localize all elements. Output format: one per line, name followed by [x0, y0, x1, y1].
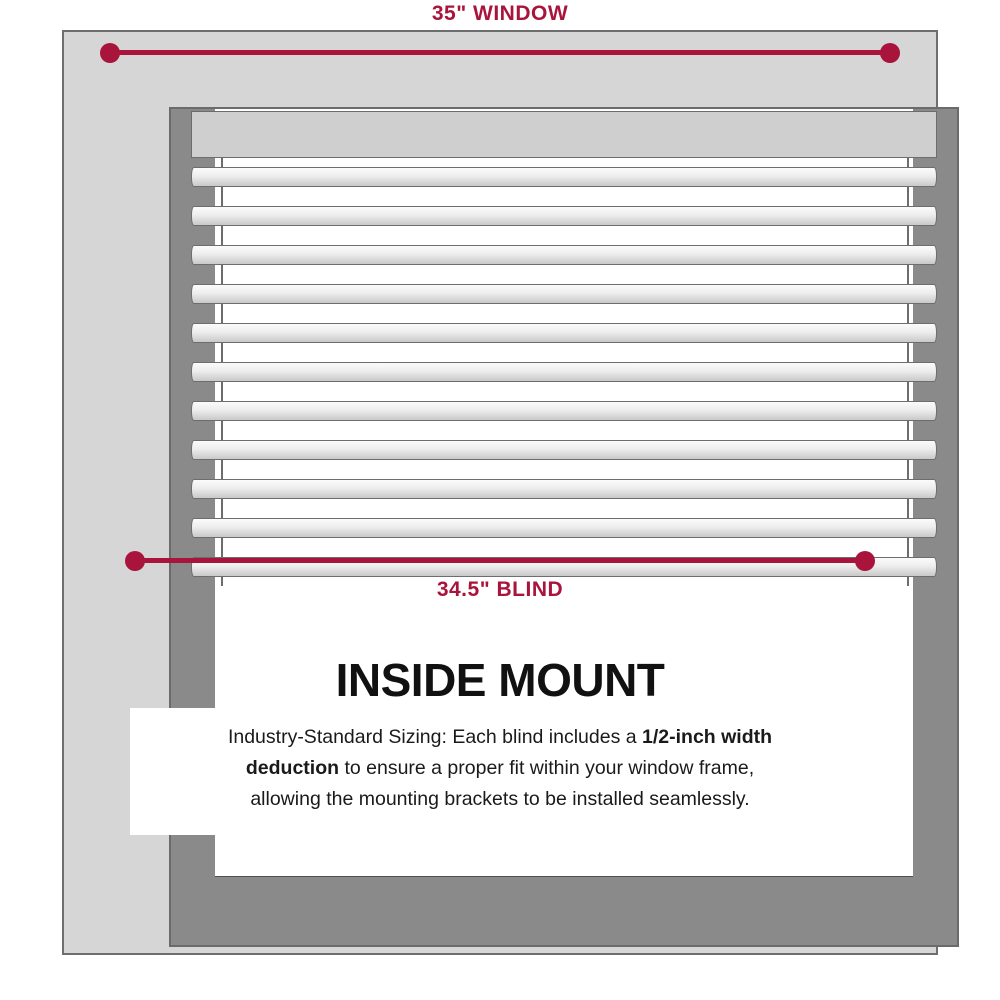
sizing-note-line-2 [152, 753, 848, 784]
window-sill-miter-left [171, 877, 215, 945]
sizing-note-line-1 [152, 722, 848, 753]
blind-slat [191, 518, 937, 538]
sizing-note [130, 708, 870, 835]
blind-slat [191, 167, 937, 187]
window-sill [171, 877, 957, 945]
window-blind [191, 111, 937, 586]
blind-slat [191, 245, 937, 265]
sizing-note-emphasis-a: 1/2-inch width [642, 726, 773, 748]
blind-dimension-line [135, 558, 865, 563]
blind-dimension-label: 34.5" BLIND [436, 578, 564, 601]
blind-slat [191, 206, 937, 226]
blind-slat [191, 284, 937, 304]
sizing-note-text-b: to ensure a proper fit within your window frame, [339, 757, 755, 779]
blind-headrail [191, 111, 937, 158]
blind-slat [191, 479, 937, 499]
sizing-note-emphasis-b: deduction [245, 757, 340, 779]
sizing-note-text-a: Industry-Standard Sizing: Each blind includes a [227, 726, 643, 748]
sizing-note-line-3: allowing the mounting brackets to be installed seamlessly. [250, 788, 750, 810]
blind-slat [191, 323, 937, 343]
mount-type-title: INSIDE MOUNT [335, 654, 665, 706]
window-dimension-endpoint-left [100, 43, 120, 63]
blind-dimension-endpoint-right [855, 551, 875, 571]
window-dimension-line [110, 50, 890, 55]
window-sill-miter-right [913, 877, 957, 945]
blind-dimension-endpoint-left [125, 551, 145, 571]
blind-slat [191, 440, 937, 460]
window-dimension-endpoint-right [880, 43, 900, 63]
window-sill-face [215, 876, 913, 945]
window-dimension-label: 35" WINDOW [431, 2, 569, 25]
blind-slat [191, 401, 937, 421]
blind-slat [191, 362, 937, 382]
